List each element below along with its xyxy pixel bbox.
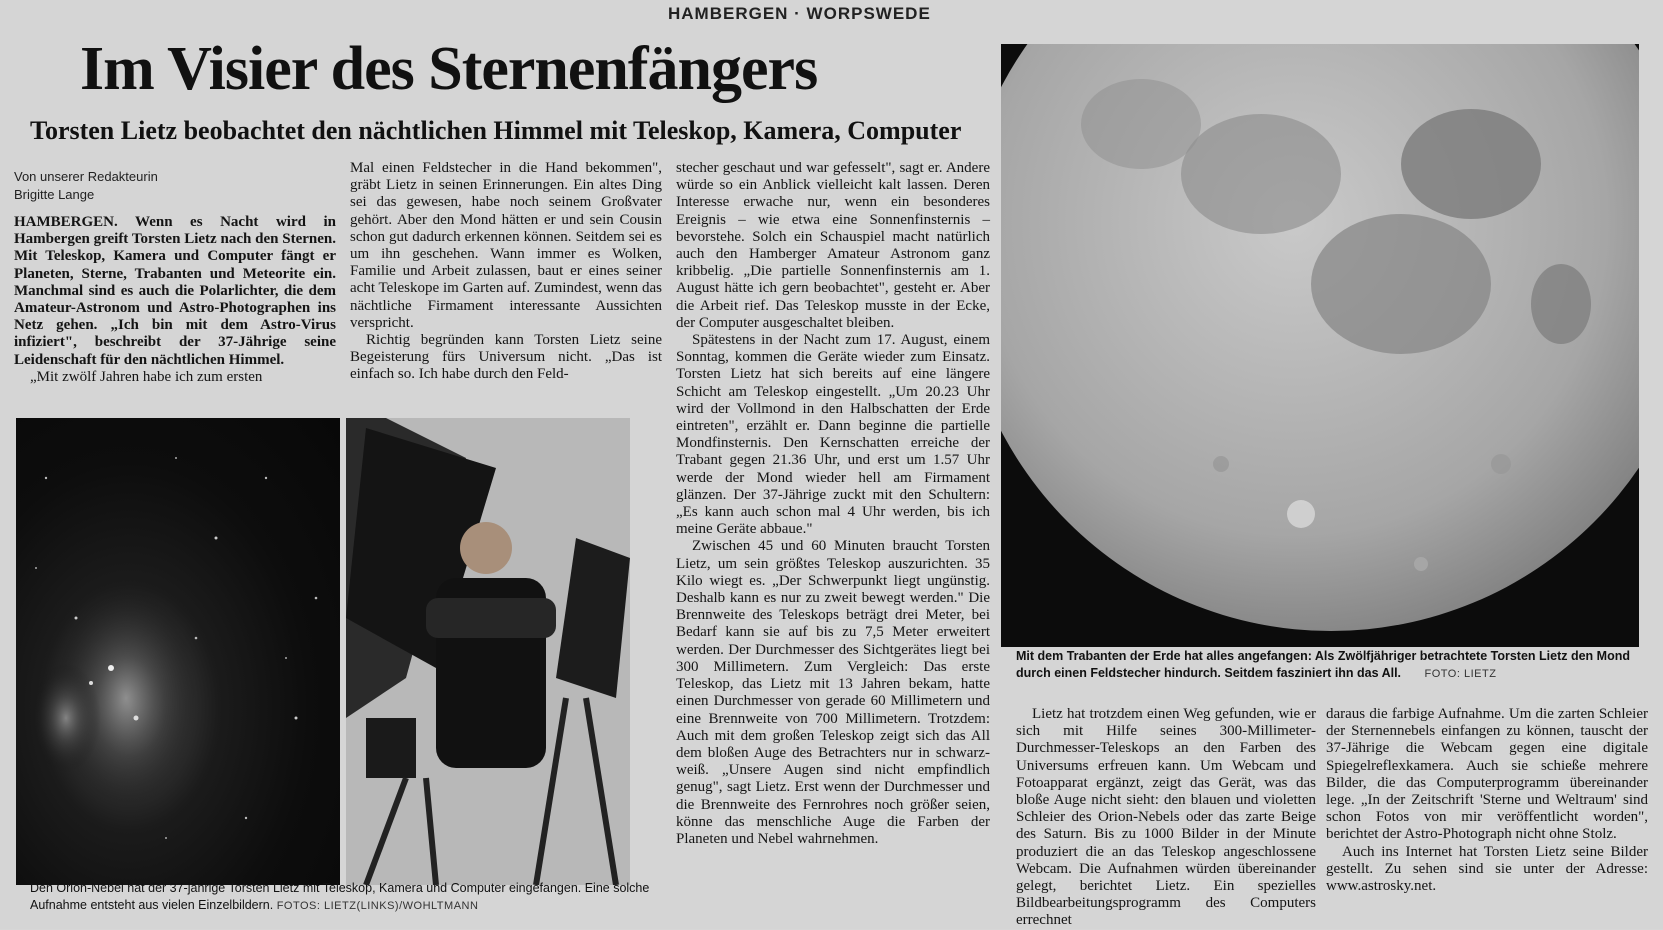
article-paragraph: Mal einen Feldstecher in die Hand bekommen", gräbt Lietz in seinen Erinnerungen. Ein altes Ding sei das gewesen, habe noch seinem Großvater gehört. Aber den Mond hätten er und sein Cousin schon gut dadurch erkennen können. Seitdem sei es um ihn geschehen. Wann immer es Wolken, Familie und Arbeit zulassen, baut er eines seiner acht Teleskope im Garten auf. Zumindest, wenn das nächtliche Firmament interessante Aussichten verspricht. xyxy=(350,160,662,331)
article-paragraph: Lietz hat trotzdem einen Weg gefunden, wie er sich mit Hilfe seines 300-Millimeter-Durchmesser-Teleskops an den Farben des Universums erfreuen kann. Um Webcam und Fotoapparat ergänzt, zeigt das Gerät, was das bloße Auge nicht sieht: den blauen und violetten Schleier des Orion-Nebels oder das zarte Beige des Saturn. Bis zu 1000 Bilder in der Minute produziert die an das Teleskop angeschlossene Webcam. Die Aufnahmen würden übereinander gelegt, berichtet Lietz. Ein spezielles Bildbearbeitungsprogramm des Computers errechnet xyxy=(1016,706,1316,929)
article-paragraph: Auch ins Internet hat Torsten Lietz seine Bilder gestellt. Zu sehen sind sie unter der Adresse: www.astrosky.net. xyxy=(1326,843,1648,895)
moon-photo-caption xyxy=(1016,648,1636,683)
moon-image xyxy=(1001,44,1639,647)
orion-photo-caption xyxy=(30,880,650,915)
caption-text: Mit dem Trabanten der Erde hat alles angefangen: Als Zwölfjähriger betrachtete Torsten Lietz den Mond durch einen Feldstecher hindurch. Seitdem fasziniert ihn das All. xyxy=(1016,649,1630,680)
photo-credit: FOTOS: LIETZ(LINKS)/WOHLTMANN xyxy=(276,900,479,912)
byline-role: Von unserer Redakteurin xyxy=(14,169,158,184)
article-column-1 xyxy=(14,214,336,386)
caption-text: Den Orion-Nebel hat der 37-jährige Torsten Lietz mit Teleskop, Kamera und Computer eingefangen. Eine solche Aufnahme entsteht aus vielen Einzelbildern. xyxy=(30,881,650,912)
astronomer-image xyxy=(346,418,630,885)
article-paragraph: Richtig begründen kann Torsten Lietz seine Begeisterung fürs Universum nicht. „Das ist einfach so. Ich habe durch den Feld- xyxy=(350,332,662,383)
article-column-5 xyxy=(1326,706,1648,895)
article-lead: HAMBERGEN. Wenn es Nacht wird in Hambergen greift Torsten Lietz nach den Sternen. Mit Teleskop, Kamera und Computer fängt er Planeten, Sterne, Trabanten und Meteorite ein. Manchmal sind es auch die Polarlichter, die dem Amateur-Astronom und Astro-Photographen ins Netz gehen. „Ich bin mit dem Astro-Virus infiziert", beschreibt der 37-Jährige seine Leidenschaft für den nächtlichen Himmel. xyxy=(14,214,336,368)
moon-photo xyxy=(1001,44,1639,647)
article-paragraph: stecher geschaut und war gefesselt", sagt er. Andere würde so ein Anblick vielleicht kalt lassen. Deren Interesse erwache nur, wenn ein besonderes Ereignis – wie etwa eine Sonnenfinsternis – bevorstehe. Solch ein Schauspiel macht natürlich auch den Hamberger Amateur Astronom ganz kribbelig. „Die partielle Sonnenfinsternis am 1. August hätte ich gern beobachtet", gesteht er. Aber die Arbeit rief. Das Teleskop musste in der Ecke, der Computer ausgeschaltet bleiben. xyxy=(676,160,990,331)
photo-credit: FOTO: LIETZ xyxy=(1424,668,1497,680)
astronomer-telescope-photo xyxy=(346,418,630,885)
article-paragraph: „Mit zwölf Jahren habe ich zum ersten xyxy=(30,368,263,385)
article-paragraph: Zwischen 45 und 60 Minuten braucht Torsten Lietz, um sein größtes Teleskop auszurichten. 35 Kilo wiegt es. „Der Schwerpunkt liegt ungünstig. Deshalb kann es nur zu zweit bewegt werden." Die Brennweite des Teleskops beträgt drei Meter, bei Bedarf kann sie auf bis zu 7,5 Meter erweitert werden. Der Durchmesser des Sichtgerätes liegt bei 300 Millimetern. Zum Vergleich: Das erste Teleskop, das Lietz mit 13 Jahren bekam, hatte einen Durchmesser von gerade 60 Millimetern und eine Brennweite von 700 Millimetern. Trotzdem: Auch mit dem großen Teleskop zeigt sich das All dem bloßen Auge des Betrachters nur in schwarz-weiß. „Unsere Augen sind nicht empfindlich genug", sagt Lietz. Erst wenn der Durchmesser und die Brennweite des Fernrohres noch größer seien, könne das menschliche Auge die Farben der Planeten und Nebel wahrnehmen. xyxy=(676,538,990,847)
article-column-4 xyxy=(1016,706,1316,930)
article-paragraph: daraus die farbige Aufnahme. Um die zarten Schleier der Sternennebels einfangen zu können, tauscht der 37-Jährige die Webcam gegen eine digitale Spiegelreflexkamera. Auch sie schieße mehrere Bilder, die das Computerprogramm übereinander lege. „In der Zeitschrift 'Sterne und Weltraum' sind schon Fotos von mir veröffentlicht worden", berichtet der Astro-Photograph nicht ohne Stolz. xyxy=(1326,706,1648,843)
orion-nebula-image xyxy=(16,418,340,885)
headline: Im Visier des Sternenfängers xyxy=(80,35,818,103)
byline xyxy=(14,168,158,204)
orion-nebula-photo xyxy=(16,418,340,885)
byline-author: Brigitte Lange xyxy=(14,187,95,202)
article-paragraph: Spätestens in der Nacht zum 17. August, einem Sonntag, kommen die Geräte wieder zum Einsatz. Torsten Lietz hat sich bereits auf eine längere Schicht am Teleskop eingestellt. „Um 20.23 Uhr wird der Vollmond in den Halbschatten der Erde eintreten", erzählt er. Dann beginne die partielle Mondfinsternis. Den Kernschatten erreiche der Trabant gegen 21.36 Uhr, und erst um 1.57 Uhr werde der Mond wieder hell am Firmament glänzen. Der 37-Jährige zuckt mit den Schultern: „Es kann auch schon mal 4 Uhr werden, bis ich meine Geräte abbaue." xyxy=(676,332,990,538)
subheadline: Torsten Lietz beobachtet den nächtlichen Himmel mit Teleskop, Kamera, Computer xyxy=(30,116,962,145)
article-column-2 xyxy=(350,160,662,384)
section-label: HAMBERGEN · WORPSWEDE xyxy=(668,4,931,23)
article-column-3 xyxy=(676,160,990,848)
